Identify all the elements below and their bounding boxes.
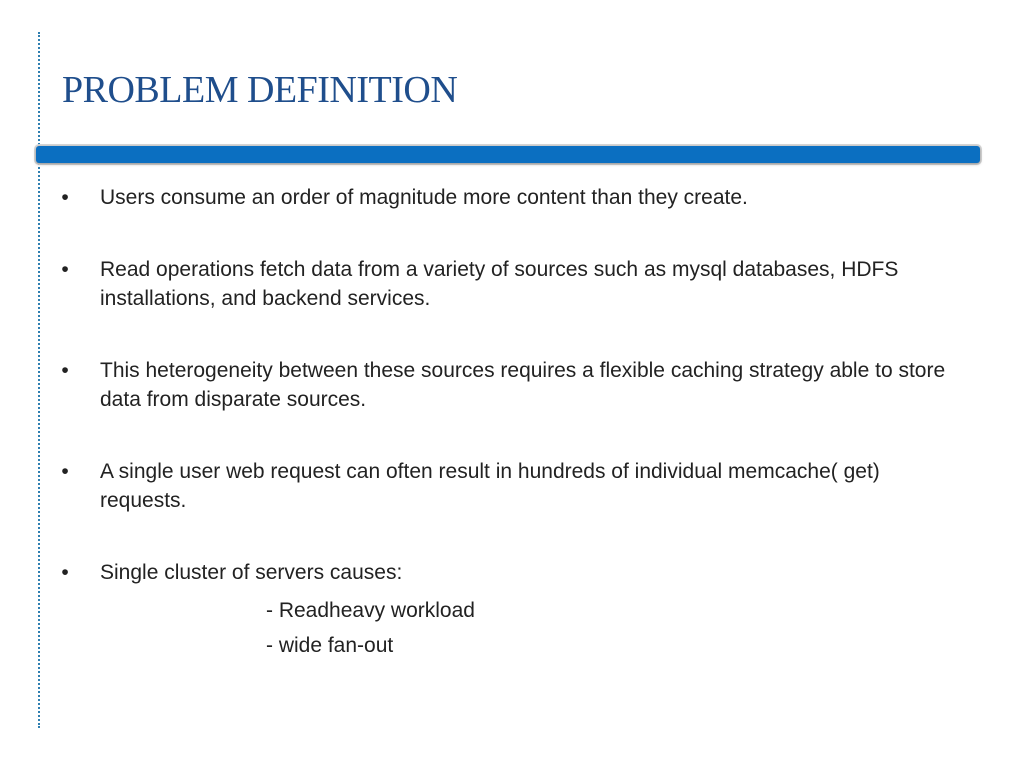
slide-title: PROBLEM DEFINITION xyxy=(62,69,458,111)
left-dotted-rule xyxy=(38,32,40,728)
bullet-text: This heterogeneity between these sources requires a flexible caching strategy able to store data from disparate sources. xyxy=(100,359,946,411)
bullet-item xyxy=(58,356,968,414)
bullet-icon: • xyxy=(61,359,69,382)
bullet-text: Single cluster of servers causes: xyxy=(100,561,403,584)
bullet-icon: • xyxy=(61,186,69,209)
bullet-icon: • xyxy=(61,561,69,584)
bullet-icon: • xyxy=(61,460,69,483)
bullet-item xyxy=(58,558,968,663)
bullet-text: Read operations fetch data from a variety of sources such as mysql databases, HDFS installations, and backend services. xyxy=(100,258,899,310)
bullet-list xyxy=(58,183,968,706)
bullet-item xyxy=(58,255,968,313)
sub-item: - wide fan-out xyxy=(266,634,394,657)
bullet-text: A single user web request can often result in hundreds of individual memcache( get) requests. xyxy=(100,460,880,512)
title-underline-bar xyxy=(36,146,980,163)
bullet-text: Users consume an order of magnitude more content than they create. xyxy=(100,186,748,209)
sub-item: - Readheavy workload xyxy=(266,599,475,622)
sub-item-list xyxy=(100,593,968,663)
bullet-icon: • xyxy=(61,258,69,281)
bullet-item xyxy=(58,183,968,212)
bullet-item xyxy=(58,457,968,515)
